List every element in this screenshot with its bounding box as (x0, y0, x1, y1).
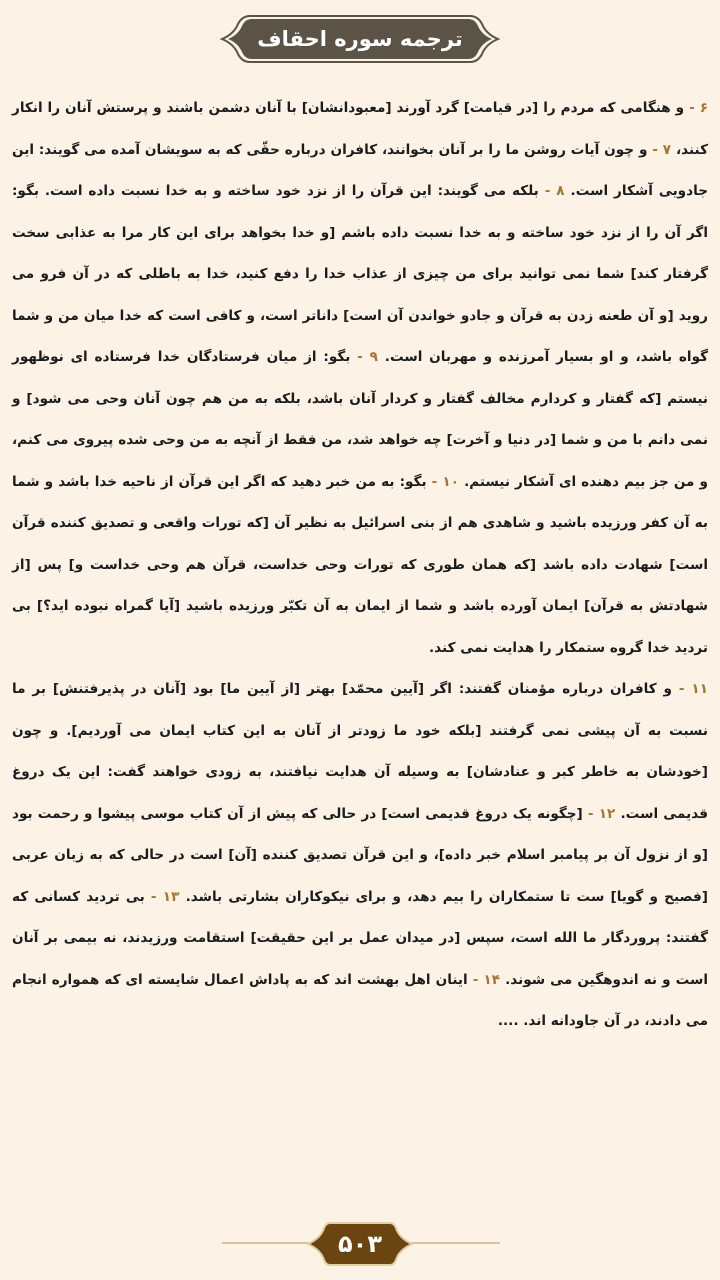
verse-number: ۹ - (350, 349, 378, 365)
divider-line (222, 1242, 318, 1244)
divider-line (408, 1242, 500, 1244)
page-number-badge (306, 1222, 414, 1266)
verse-number: ۱۰ - (426, 473, 459, 490)
verse-number: ۱۳ - (144, 888, 180, 905)
verse-text: [چگونه یک دروغ قدیمی است] در حالی که پیش از آن کتاب موسی پیشوا و رحمت بود [و از نزول آن بر پیامبر اسلام خبر داده]، و این قرآن تصدیق کننده [آن] است در حالی که به زبان عربی [فصیح و گویا] ست تا ستمکاران را بیم دهد، و برای نیکوکاران بشارتی باشد. (12, 805, 709, 905)
verse-text: و چون آیات روشن ما را بر آنان بخوانند، کافران درباره حقّی که به سویشان آمده می گویند: این جادویی آشکار است. (12, 141, 709, 199)
verse-number: ۶ - (684, 100, 709, 116)
page-title: ترجمه سوره احقاف (257, 27, 463, 51)
verse-number: ۱۱ - (671, 681, 709, 697)
verse (12, 474, 708, 656)
verse-number: ۸ - (538, 183, 565, 199)
verse-text: بلکه می گویند: این قرآن را از نزد خود ساخته و به خدا نسبت داده است. بگو: اگر آن را از نزد خود ساخته و به خدا نسبت داده باشم [و خدا بخواهد برای این کار مرا به عذابی سخت گرفتار کند] شما نمی توانید برای من چیزی از عذاب خدا را دفع کنید، خدا به باطلی که در آن فرو می روید [و آن طعنه زدن به قرآن و جادو خواندن آن است] داناتر است، و کافی است که خدا میان من و شما گواه باشد، و او بسیار آمرزنده و مهربان است. (12, 183, 709, 365)
surah-title-badge (220, 14, 500, 64)
verse-text: بگو: از میان فرستادگان خدا فرستاده ای نوظهور نیستم [که گفتار و کردارم مخالف گفتار و کردار آنان باشد، بلکه به من هم چون آنان وحی می شود] و نمی دانم با من و شما [در دنیا و آخرت] چه خواهد شد، من فقط از آنچه به من وحی شده پیروی می کنم، و من جز بیم دهنده ای آشکار نیستم. (12, 349, 709, 490)
verse-text: بگو: به من خبر دهید که اگر این قرآن از ناحیه خدا باشد و شما به آن کفر ورزیده باشید و شاهدی هم از بنی اسرائیل به نظیر آن [که تورات واقعی و تصدیق کننده قرآن است] شهادت داده باشد [که همان طوری که تورات وحی خداست، قرآن هم وحی خداست و] پس [از شهادتش به قرآن] ایمان آورده باشد و شما از ایمان به آن تکبّر ورزیده باشید [آیا گمراه نبوده اید؟] بی تردید خدا گروه ستمکار را هدایت نمی کند. (12, 473, 708, 656)
verse (12, 349, 708, 490)
verse (12, 183, 708, 365)
verse-text: و کافران درباره مؤمنان گفتند: اگر [آیین محمّد] بهتر [از آیین ما] بود [آنان در پذیرفتنش] بر ما نسبت به آن پیشی نمی گرفتند [بلکه خود ما زودتر از آنان به این کتاب ایمان می آوردیم]. و چون [خودشان به خاطر کبر و عنادشان] به وسیله آن هدایت نیافتند، به زودی خواهند گفت: این یک دروغ قدیمی است. (12, 681, 708, 822)
verse-number: ۱۴ - (467, 971, 501, 988)
translation-text (12, 88, 708, 1043)
verse-text: و هنگامی که مردم را [در قیامت] گرد آورند [معبودانشان] با آنان دشمن باشند و پرستش آنان را انکار کنند، (12, 100, 709, 158)
verse-number: ۱۲ - (582, 805, 616, 822)
page-number: ۵۰۳ (338, 1230, 382, 1258)
verse (12, 681, 708, 822)
page-footer (0, 1222, 720, 1262)
verse-text: اینان اهل بهشت اند که به پاداش اعمال شایسته ای که همواره انجام می دادند، در آن جاودانه اند. .... (12, 971, 708, 1029)
verse-number: ۷ - (647, 141, 672, 158)
header (0, 14, 720, 64)
verse-text: بی تردید کسانی که گفتند: پروردگار ما الله است، سپس [در میدان عمل بر این حقیقت] استقامت ورزیدند، نه بیمی بر آنان است و نه اندوهگین می شوند. (12, 888, 708, 988)
